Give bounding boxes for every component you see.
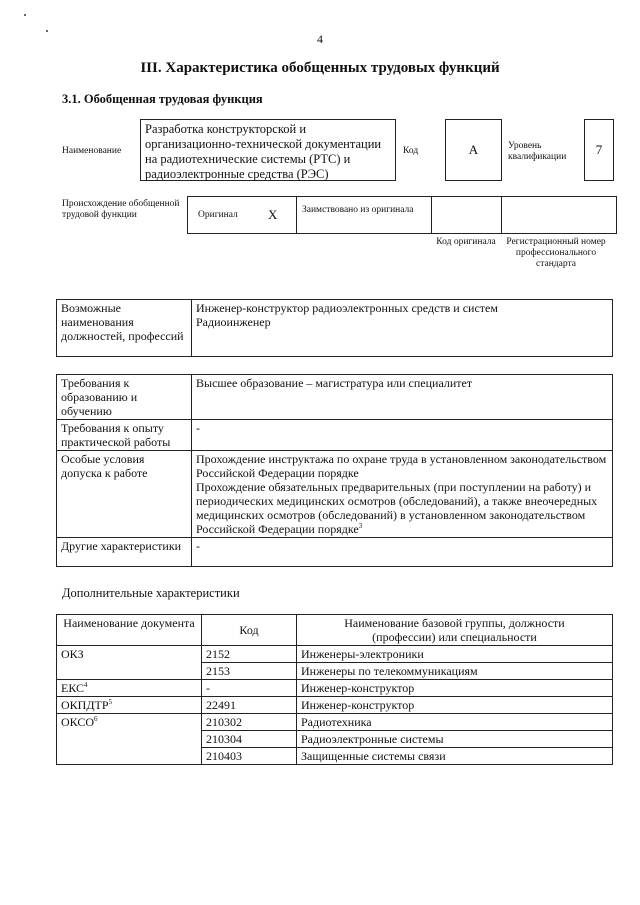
requirements-table (56, 374, 613, 567)
footnote-ref: 4 (84, 681, 88, 689)
level-value-box (584, 119, 614, 181)
origin-label: Происхождение обобщенной трудовой функции (62, 199, 180, 220)
positions-table (56, 299, 613, 357)
col-code-header: Код (202, 615, 297, 646)
table-row (57, 646, 613, 663)
row-doc: ЕКС$^4$ (57, 680, 202, 697)
row-code: 210403 (202, 748, 297, 765)
position-line: Радиоинженер (196, 315, 271, 329)
education-value: Высшее образование – магистратура или специалитет (192, 375, 613, 420)
row-name: Защищенные системы связи (297, 748, 613, 765)
row-name: Радиоэлектронные системы (297, 731, 613, 748)
name-value: Разработка конструкторской и организационно-технической документации на радиотехнические системы (РТС) и радиоэлектронные средства (РЭС) (145, 122, 382, 181)
positions-values (192, 300, 613, 357)
col-name-header: Наименование базовой группы, должности (профессии) или специальности (297, 615, 613, 646)
reg-caption: Регистрационный номер профессионального стандарта (506, 237, 606, 269)
table-header-row (57, 615, 613, 646)
admission-line: Прохождение инструктажа по охране труда в установленном законодательством Российской Федерации порядке (196, 452, 607, 480)
row-code: 210302 (202, 714, 297, 731)
row-name: Инженеры по телекоммуникациям (297, 663, 613, 680)
code-label: Код (403, 146, 419, 156)
origin-grid (187, 196, 617, 234)
row-doc: ОКСО$^6$ (57, 714, 202, 765)
name-label: Наименование (62, 146, 122, 156)
row-name: Инженеры-электроники (297, 646, 613, 663)
position-line: Инженер-конструктор радиоэлектронных средств и систем (196, 301, 498, 315)
level-value: 7 (595, 142, 603, 157)
additional-table (56, 614, 613, 765)
experience-value: - (192, 420, 613, 451)
borrowed-cell (296, 196, 431, 234)
origin-code-cell (431, 196, 501, 234)
row-doc: ОКЗ (57, 646, 202, 680)
code-value: A (468, 142, 479, 157)
code-caption: Код оригинала (436, 237, 496, 247)
positions-label: Возможные наименования должностей, профессий (57, 300, 192, 357)
education-label: Требования к образованию и обучению (57, 375, 192, 420)
subsection-title: 3.1. Обобщенная трудовая функция (62, 92, 263, 106)
col-doc-header: Наименование документа (57, 615, 202, 646)
borrowed-label: Заимствовано из оригинала (302, 205, 414, 215)
footnote-ref: 3 (358, 522, 363, 530)
other-label: Другие характеристики (57, 538, 192, 567)
row-code: - (202, 680, 297, 697)
row-code: 22491 (202, 697, 297, 714)
row-name: Инженер-конструктор (297, 680, 613, 697)
code-value-box (445, 119, 502, 181)
table-row (57, 680, 613, 697)
row-code: 210304 (202, 731, 297, 748)
original-cell (187, 196, 296, 234)
footnote-ref: 6 (94, 715, 98, 723)
other-value: - (192, 538, 613, 567)
row-code: 2153 (202, 663, 297, 680)
origin-reg-cell (501, 196, 617, 234)
name-value-box (140, 119, 396, 181)
section-title: III. Характеристика обобщенных трудовых функций (140, 60, 500, 76)
original-mark: X (268, 207, 278, 222)
table-row (57, 714, 613, 731)
row-name: Инженер-конструктор (297, 697, 613, 714)
experience-label: Требования к опыту практической работы (57, 420, 192, 451)
original-label: Оригинал (198, 210, 238, 220)
level-label: Уровень квалификации (508, 141, 567, 162)
footnote-ref: 5 (108, 698, 113, 706)
table-row (57, 697, 613, 714)
scan-speck (24, 14, 26, 16)
row-code: 2152 (202, 646, 297, 663)
admission-line: Прохождение обязательных предварительных (при поступлении на работу) и периодических медицинских осмотров (обследований), а также внеочередных медицинских осмотров (обследований) в установленном законодательством Российской Федерации порядке$^3$ (196, 480, 598, 536)
admission-label: Особые условия допуска к работе (57, 451, 192, 538)
additional-title: Дополнительные характеристики (62, 586, 240, 600)
admission-value (192, 451, 613, 538)
row-doc: ОКПДТР$^5$ (57, 697, 202, 714)
page-number: 4 (317, 32, 323, 46)
row-name: Радиотехника (297, 714, 613, 731)
